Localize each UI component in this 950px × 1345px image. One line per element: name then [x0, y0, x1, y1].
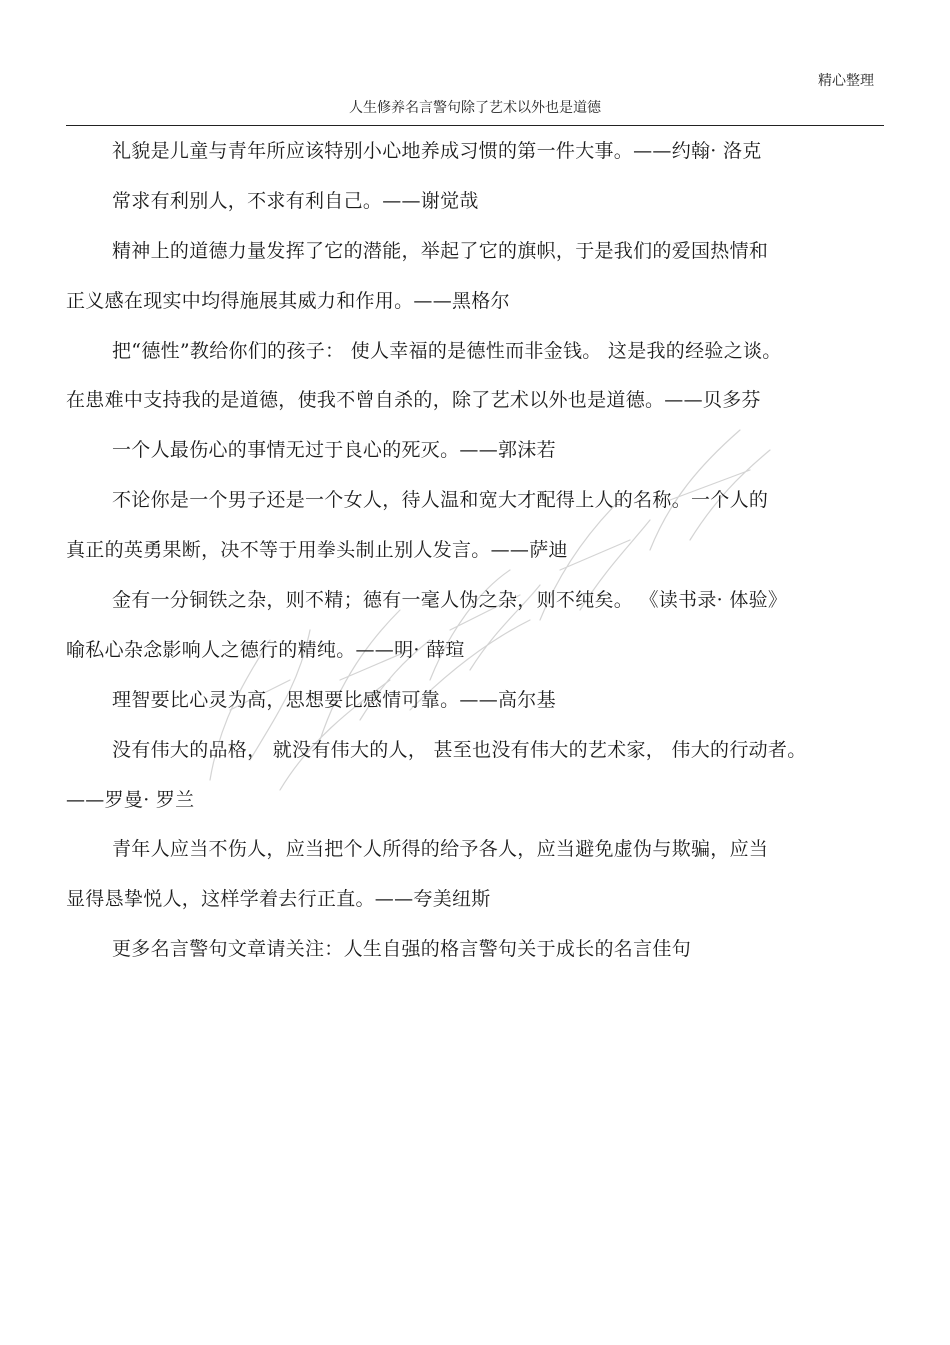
- text-line: ——罗曼· 罗兰: [66, 788, 195, 811]
- text-line: 金有一分铜铁之杂，则不精；德有一毫人伪之杂，则不纯矣。 《读书录· 体验》: [112, 589, 788, 612]
- text-line: 把“德性”教给你们的孩子： 使人幸福的是德性而非金钱。 这是我的经验之谈。: [112, 339, 782, 362]
- text-line: 不论你是一个男子还是一个女人，待人温和宽大才配得上人的名称。一个人的: [112, 489, 769, 512]
- text-line: 在患难中支持我的是道德，使我不曾自杀的，除了艺术以外也是道德。——贝多芬: [66, 389, 761, 412]
- header-divider: [66, 125, 884, 126]
- text-line: 常求有利别人，不求有利自己。——谢觉哉: [112, 189, 479, 212]
- text-line: 没有伟大的品格， 就没有伟大的人， 甚至也没有伟大的艺术家， 伟大的行动者。: [112, 738, 807, 761]
- corner-label: 精心整理: [818, 73, 874, 89]
- text-line: 一个人最伤心的事情无过于良心的死灭。——郭沫若: [112, 439, 556, 462]
- text-line: 真正的英勇果断，决不等于用拳头制止别人发言。——萨迪: [66, 539, 568, 562]
- text-line: 喻私心杂念影响人之德行的精纯。——明· 薛瑄: [66, 638, 465, 661]
- document-title: 人生修养名言警句除了艺术以外也是道德: [349, 100, 601, 116]
- quote-body: [66, 127, 876, 975]
- text-line: 正义感在现实中均得施展其威力和作用。——黑格尔: [66, 289, 510, 312]
- text-line: 礼貌是儿童与青年所应该特别小心地养成习惯的第一件大事。——约翰· 洛克: [112, 140, 762, 162]
- text-line: 显得恳挚悦人，这样学着去行正直。——夸美纽斯: [66, 888, 491, 911]
- text-line: 更多名言警句文章请关注：人生自强的格言警句关于成长的名言佳句: [112, 938, 692, 961]
- text-line: 理智要比心灵为高，思想要比感情可靠。——高尔基: [112, 688, 556, 711]
- text-line: 青年人应当不伤人，应当把个人所得的给予各人，应当避免虚伪与欺骗，应当: [112, 838, 769, 861]
- text-line: 精神上的道德力量发挥了它的潜能，举起了它的旗帜，于是我们的爱国热情和: [112, 239, 769, 262]
